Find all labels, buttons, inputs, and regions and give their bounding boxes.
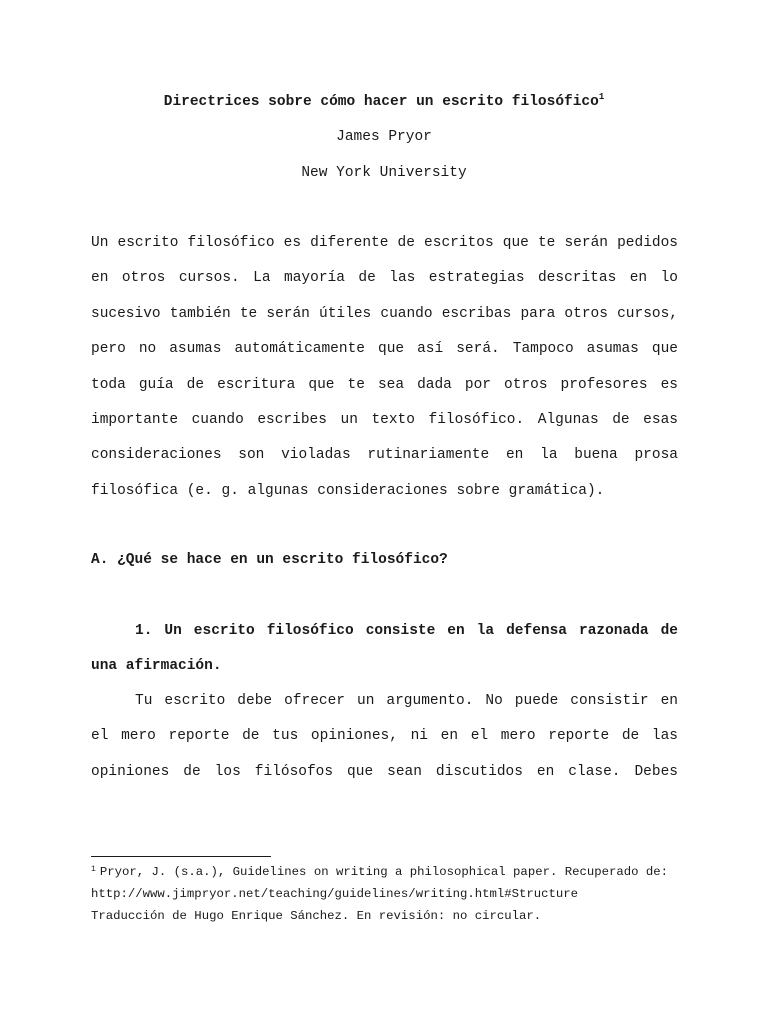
document-title-text: Directrices sobre cómo hacer un escrito filosófico [163,94,599,110]
paragraph-line: consideraciones son violadas rutinariamente en la buena prosa [91,447,678,464]
section-a-heading: A. ¿Qué se hace en un escrito filosófico? [91,552,448,568]
paragraph-line: sucesivo también te serán útiles cuando escribas para otros cursos, [91,305,678,322]
paragraph-line: toda guía de escritura que te sea dada por otros profesores es [91,376,678,393]
footnote-line: Traducción de Hugo Enrique Sánchez. En revisión: no circular. [91,909,542,923]
heading-line: una afirmación. [91,658,222,675]
paragraph-line: en otros cursos. La mayoría de las estrategias descritas en lo [91,270,678,287]
author-name: James Pryor [336,129,432,145]
title-footnote-mark: 1 [598,92,605,102]
document-title [0,92,768,112]
institution-name: New York University [301,165,467,181]
footnote-line [91,861,691,883]
footnote-separator [91,856,271,857]
paragraph-line: el mero reporte de tus opiniones, ni en el mero reporte de las [91,728,678,745]
footnote-text: Pryor, J. (s.a.), Guidelines on writing a philosophical paper. Recuperado de: [99,865,669,879]
body-paragraph [91,684,678,790]
paragraph-line: filosófica (e. g. algunas consideraciones sobre gramática). [91,482,605,499]
paragraph-line: Tu escrito debe ofrecer un argumento. No puede consistir en [135,693,678,709]
footnote-url[interactable]: http://www.jimpryor.net/teaching/guidelines/writing.html#Structure [91,887,579,901]
paragraph-line: Un escrito filosófico es diferente de escritos que te serán pedidos [91,235,678,251]
paragraph-line: importante cuando escribes un texto filosófico. Algunas de esas [91,411,678,428]
footnote [91,861,691,927]
footnote-mark: 1 [91,865,96,874]
paragraph-line: opiniones de los filósofos que sean discutidos en clase. Debes [91,763,678,780]
intro-paragraph [91,226,678,509]
heading-line: 1. Un escrito filosófico consiste en la defensa razonada de [135,623,678,639]
paragraph-line: pero no asumas automáticamente que así será. Tampoco asumas que [91,341,678,358]
subsection-1-heading [91,614,678,685]
